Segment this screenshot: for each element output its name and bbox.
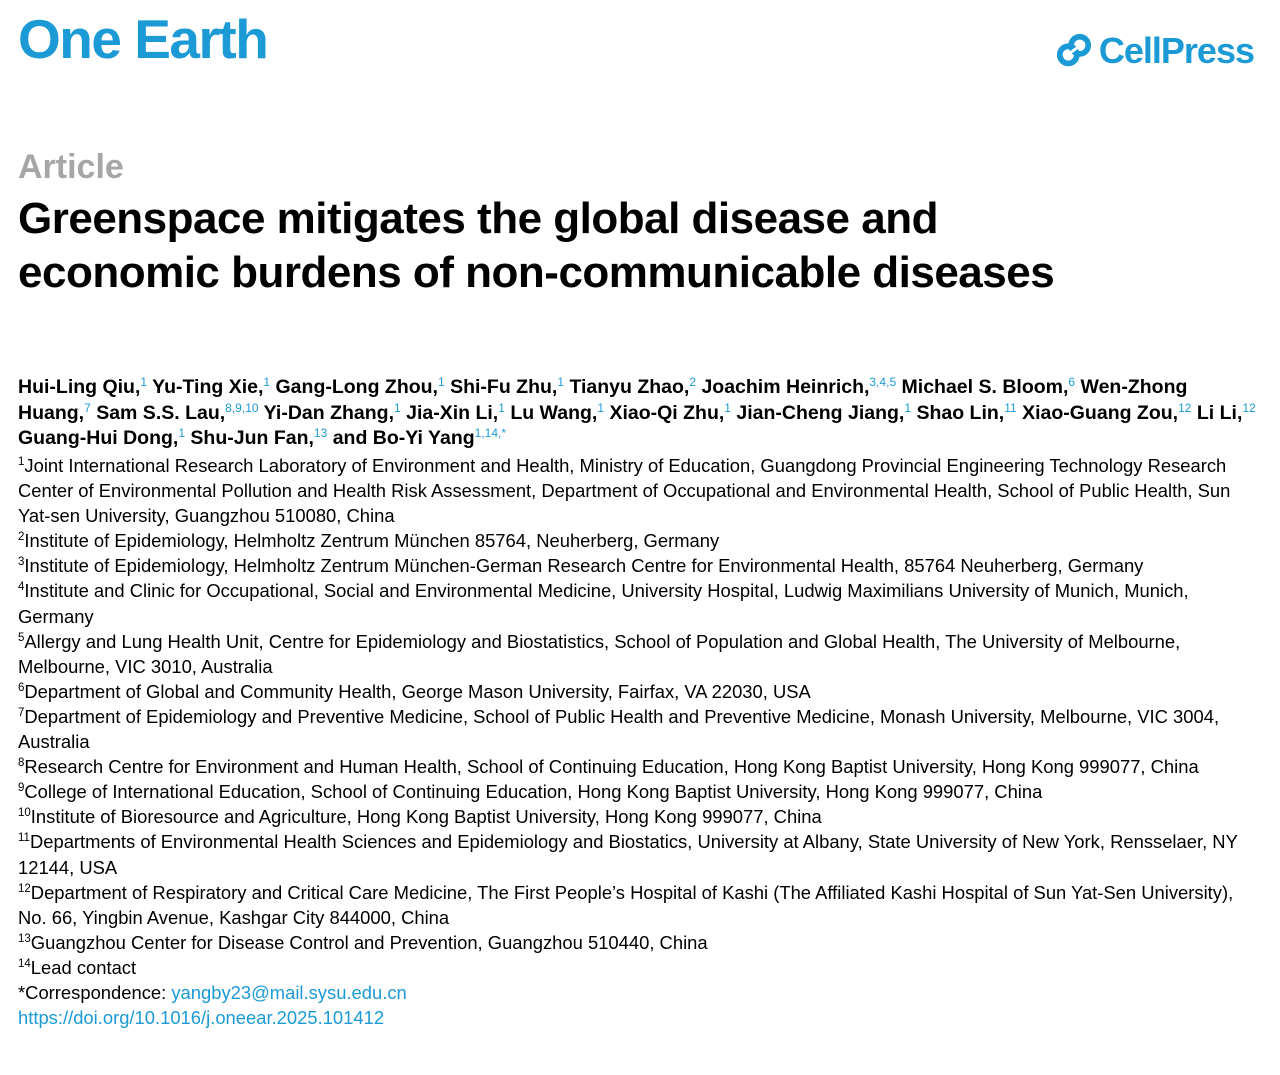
affiliation-number: 11	[18, 832, 30, 845]
author	[569, 376, 696, 398]
author	[510, 402, 604, 424]
author	[701, 376, 896, 398]
affiliation	[18, 930, 1263, 955]
author	[18, 376, 147, 398]
affiliation-text: Institute of Bioresource and Agriculture, Hong Kong Baptist University, Hong Kong 999077, China	[30, 806, 822, 828]
author-affiliation-marker[interactable]: 1	[724, 400, 731, 415]
author-name: Tianyu Zhao,	[569, 376, 690, 398]
affiliation-number: 1	[18, 456, 25, 468]
correspondence-label: *Correspondence:	[18, 981, 172, 1003]
author-affiliation-marker[interactable]: 12	[1178, 400, 1192, 415]
affiliation-number: 2	[18, 531, 25, 544]
affiliation-text: Guangzhou Center for Disease Control and Prevention, Guangzhou 510440, China	[30, 931, 708, 953]
author-name: Shi-Fu Zhu,	[450, 376, 558, 398]
affiliation-text: Research Centre for Environment and Human Health, School of Continuing Education, Hong Kong Baptist University, Hong Kong 999077, China	[24, 756, 1199, 778]
affiliation	[18, 553, 1263, 578]
author-name: Joachim Heinrich,	[701, 376, 870, 398]
author-affiliation-marker[interactable]: 3,4,5	[869, 375, 897, 389]
correspondence	[18, 980, 1263, 1005]
author-name: Xiao-Qi Zhu,	[609, 401, 725, 424]
author	[609, 402, 731, 424]
author	[916, 402, 1016, 424]
affiliation	[18, 955, 1263, 980]
affiliation-text: Department of Epidemiology and Preventive Medicine, School of Public Health and Preventive Medicine, Monash University, Melbourne, VIC 3004, Australia	[18, 705, 1220, 753]
author	[18, 427, 185, 449]
author-name: Shao Lin,	[916, 401, 1005, 424]
author-name: Yu-Ting Xie,	[152, 376, 264, 398]
author-name: Shu-Jun Fan,	[190, 427, 314, 449]
author	[190, 427, 327, 449]
publisher-logo	[1055, 30, 1254, 72]
author	[264, 402, 401, 424]
affiliation	[18, 453, 1263, 528]
cellpress-logo-icon	[1055, 32, 1093, 70]
author	[450, 376, 564, 398]
affiliation-number: 8	[18, 757, 25, 770]
affiliation-text: Lead contact	[30, 956, 137, 978]
author	[152, 376, 270, 398]
author-affiliation-marker[interactable]: 1	[437, 375, 445, 389]
affiliation-number: 4	[18, 581, 25, 594]
affiliation	[18, 679, 1263, 704]
author-affiliation-marker[interactable]: 1	[178, 426, 185, 440]
author-affiliation-marker[interactable]: 1	[140, 375, 148, 389]
affiliation-number: 7	[18, 706, 25, 719]
author-name: Xiao-Guang Zou,	[1022, 401, 1179, 424]
author-affiliation-marker[interactable]: 11	[1004, 400, 1017, 415]
affiliation-text: Joint International Research Laboratory of Environment and Health, Ministry of Education, Guangdong Provincial Engineering Technology Research Center of Environmental Pollution and Health Risk Assessment, Department of Occupational and Environmental Health, School of Public Health, Sun Yat-sen University, Guangzhou 510080, China	[18, 455, 1231, 527]
author-list	[18, 375, 1263, 452]
author-affiliation-marker[interactable]: 1	[557, 375, 565, 389]
author-affiliation-marker[interactable]: 8,9,10	[225, 400, 259, 415]
author-name: Sam S.S. Lau,	[96, 401, 226, 424]
affiliation	[18, 880, 1263, 930]
author-affiliation-marker[interactable]: 1	[393, 400, 401, 415]
affiliation-text: Allergy and Lung Health Unit, Centre for Epidemiology and Biostatistics, School of Population and Global Health, The University of Melbourne, Melbourne, VIC 3010, Australia	[18, 630, 1181, 677]
affiliation-number: 5	[18, 631, 25, 644]
affiliation	[18, 629, 1263, 679]
author-name: and Bo-Yi Yang	[332, 427, 475, 449]
author-name: Yi-Dan Zhang,	[263, 401, 394, 424]
author	[276, 376, 445, 398]
author-affiliation-marker[interactable]: 1	[904, 400, 912, 415]
author-name: Jian-Cheng Jiang,	[736, 401, 905, 424]
author-affiliation-marker[interactable]: 6	[1068, 375, 1076, 389]
affiliation-number: 9	[18, 782, 25, 795]
author-affiliation-marker[interactable]: 7	[84, 400, 91, 415]
affiliation-text: Department of Respiratory and Critical Care Medicine, The First People’s Hospital of Kashi (The Affiliated Kashi Hospital of Sun Yat-Sen University), No. 66, Yingbin Avenue, Kashgar City 844000, China	[18, 881, 1234, 928]
author	[736, 402, 911, 424]
affiliation-text: Institute and Clinic for Occupational, Social and Environmental Medicine, University Hospital, Ludwig Maximilians University of Munich, Munich, Germany	[18, 580, 1189, 627]
affiliation-number: 12	[18, 882, 31, 895]
author-name: Guang-Hui Dong,	[18, 427, 179, 449]
author	[96, 402, 258, 424]
correspondence-email-link[interactable]: yangby23@mail.sysu.edu.cn	[171, 981, 407, 1003]
author-affiliation-marker[interactable]: 1	[263, 375, 271, 389]
journal-name: One Earth	[18, 8, 268, 70]
affiliation-number: 14	[18, 957, 31, 970]
affiliation-text: Department of Global and Community Health, George Mason University, Fairfax, VA 22030, USA	[24, 680, 811, 702]
author	[1022, 402, 1191, 424]
author	[406, 402, 505, 424]
affiliation	[18, 754, 1263, 779]
affiliation-text: College of International Education, School of Continuing Education, Hong Kong Baptist University, Hong Kong 999077, China	[24, 781, 1043, 803]
affiliation	[18, 829, 1263, 879]
author	[1197, 402, 1256, 424]
author-affiliation-marker[interactable]: 1	[597, 400, 605, 415]
author-affiliation-marker[interactable]: 1	[498, 400, 505, 415]
publisher-name: CellPress	[1098, 30, 1254, 71]
affiliation-text: Departments of Environmental Health Sciences and Epidemiology and Biostatics, University at Albany, State University of New York, Rensselaer, NY 12144, USA	[18, 831, 1238, 878]
affiliation	[18, 704, 1263, 754]
author-name: Li Li,	[1196, 401, 1243, 424]
author	[902, 376, 1076, 398]
author-name: Michael S. Bloom,	[901, 376, 1069, 398]
affiliation-number: 6	[18, 681, 25, 694]
affiliation-text: Institute of Epidemiology, Helmholtz Zentrum München-German Research Centre for Environmental Health, 85764 Neuherberg, Germany	[24, 555, 1144, 577]
affiliation-text: Institute of Epidemiology, Helmholtz Zentrum München 85764, Neuherberg, Germany	[24, 530, 720, 552]
author-affiliation-marker[interactable]: 12	[1242, 400, 1256, 415]
author-name: Gang-Long Zhou,	[275, 376, 438, 398]
article-type: Article	[18, 148, 124, 186]
affiliation	[18, 578, 1263, 628]
author-affiliation-marker[interactable]: 13	[313, 426, 328, 440]
affiliation-number: 3	[18, 556, 25, 569]
affiliation-number: 13	[18, 932, 31, 945]
doi	[18, 1005, 1263, 1030]
author-affiliation-marker[interactable]: 2	[689, 375, 697, 389]
author-affiliation-marker[interactable]: 1,14,*	[474, 426, 506, 440]
author-name: Hui-Ling Qiu,	[18, 376, 141, 398]
affiliation-number: 10	[18, 807, 31, 820]
affiliation	[18, 528, 1263, 553]
article-title: Greenspace mitigates the global disease and economic burdens of non-communicable diseases	[18, 194, 1055, 297]
author	[333, 427, 506, 449]
doi-link[interactable]: https://doi.org/10.1016/j.oneear.2025.101412	[18, 1007, 385, 1029]
affiliation-list	[18, 453, 1263, 1030]
affiliation	[18, 779, 1263, 804]
author-name: Jia-Xin Li,	[406, 401, 499, 424]
author-name: Wen-Zhong Huang,	[18, 376, 1188, 424]
author-name: Lu Wang,	[510, 401, 598, 424]
affiliation	[18, 804, 1263, 829]
